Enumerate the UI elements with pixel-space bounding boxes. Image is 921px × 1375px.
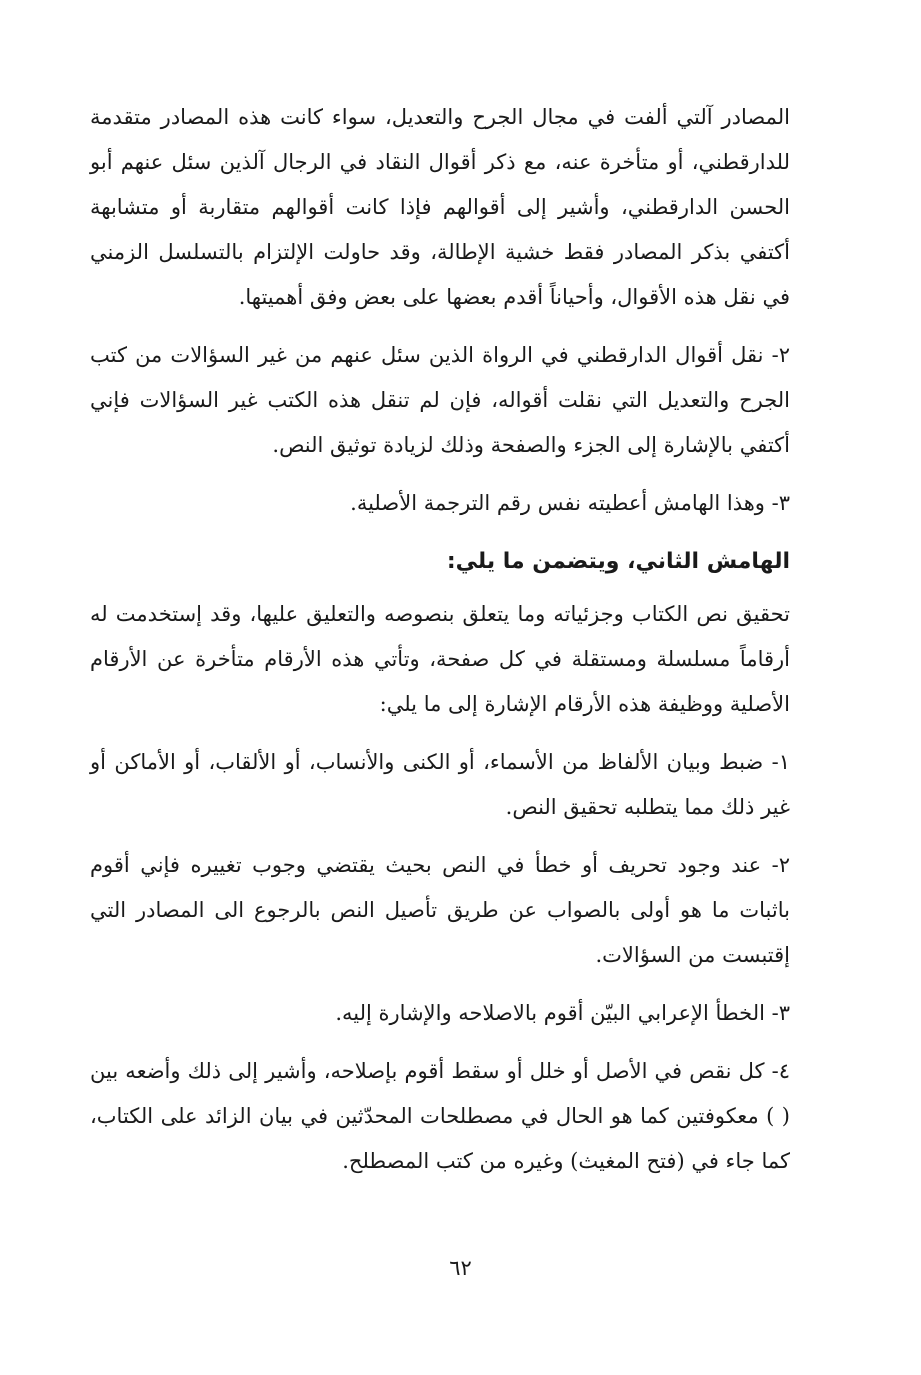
- paragraph-point-4: ٤- كل نقص في الأصل أو خلل أو سقط أقوم بإصلاحه، وأشير إلى ذلك وأضعه بين ( ) معكوفتين كما هو الحال في مصطلحات المحدّثين في بيان الزائد على الكتاب، كما جاء في (فتح المغيث) وغيره من كتب المصطلح.: [90, 1059, 790, 1173]
- paragraph-intro: المصادر آلتي ألفت في مجال الجرح والتعديل، سواء كانت هذه المصادر متقدمة للدارقطني، أو متأخرة عنه، مع ذكر أقوال النقاد في الرجال آلذين سئل عنهم أبو الحسن الدارقطني، وأشير إلى أقوالهم فإذا كانت أقوالهم متقاربة أو متشابهة أكتفي بذكر المصادر فقط خشية الإطالة، وقد حاولت الإلتزام بالتسلسل الزمني في نقل هذه الأقوال، وأحياناً أقدم بعضها على بعض وفق أهميتها.: [90, 105, 790, 309]
- paragraph-point-1: ١- ضبط وبيان الألفاظ من الأسماء، أو الكنى والأنساب، أو الألقاب، أو الأماكن أو غير ذلك مما يتطلبه تحقيق النص.: [90, 750, 790, 819]
- page-number: ٦٢: [449, 1256, 472, 1280]
- paragraph-item-3: ٣- وهذا الهامش أعطيته نفس رقم الترجمة الأصلية.: [350, 491, 790, 515]
- paragraph-point-2: ٢- عند وجود تحريف أو خطأ في النص بحيث يقتضي وجوب تغييره فإني أقوم باثبات ما هو أولى بالصواب عن طريق تأصيل النص بالرجوع الى المصادر التي إقتبست من السؤالات.: [90, 853, 790, 967]
- section-heading: الهامش الثاني، ويتضمن ما يلي:: [446, 549, 790, 574]
- paragraph-point-3: ٣- الخطأ الإعرابي البيّن أقوم بالاصلاحه والإشارة إليه.: [335, 1001, 790, 1025]
- paragraph-section-intro: تحقيق نص الكتاب وجزئياته وما يتعلق بنصوصه والتعليق عليها، وقد إستخدمت له أرقاماً مسلسلة ومستقلة في كل صفحة، وتأتي هذه الأرقام متأخرة عن الأرقام الأصلية ووظيفة هذه الأرقام الإشارة إلى ما يلي:: [90, 602, 790, 716]
- page-body: [90, 95, 790, 1184]
- paragraph-item-2: ٢- نقل أقوال الدارقطني في الرواة الذين سئل عنهم من غير السؤالات من كتب الجرح والتعديل التي نقلت أقواله، فإن لم تنقل هذه الكتب غير السؤالات فإني أكتفي بالإشارة إلى الجزء والصفحة وذلك لزيادة توثيق النص.: [90, 343, 790, 457]
